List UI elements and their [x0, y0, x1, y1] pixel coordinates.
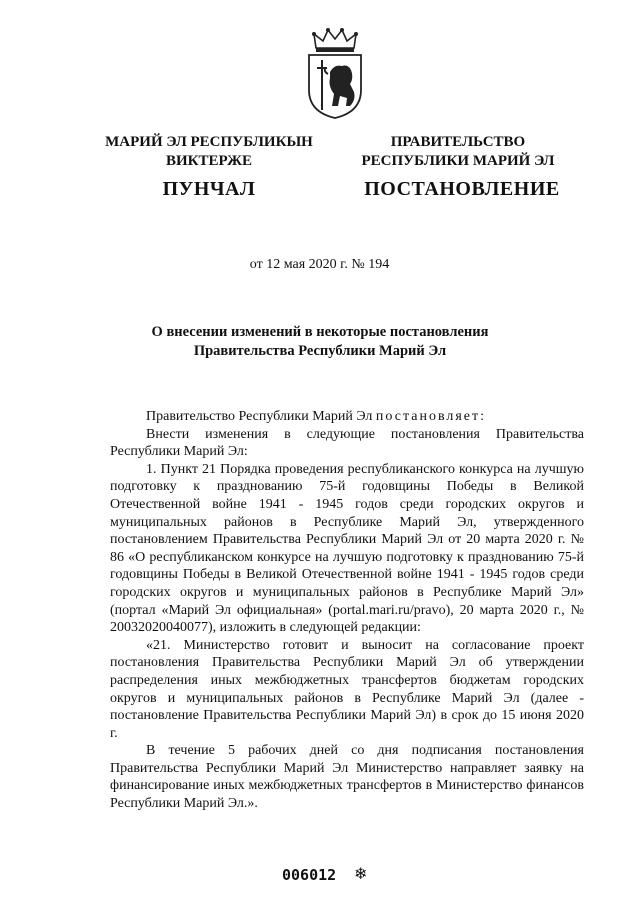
document-body — [110, 408, 584, 813]
paragraph-amend: Внести изменения в следующие постановления Правительства Республики Марий Эл: — [110, 426, 584, 460]
header-left-line2: ВИКТЕРЖЕ — [165, 153, 253, 169]
serial-number: 006012 — [282, 866, 337, 884]
date-number-sign: № — [351, 257, 365, 272]
date-prefix: от — [249, 257, 263, 272]
header-right-line1: ПРАВИТЕЛЬСТВО — [390, 134, 526, 150]
header-left-line1: МАРИЙ ЭЛ РЕСПУБЛИКЫН — [105, 134, 313, 150]
date-day: 12 — [266, 257, 281, 272]
header-right-org — [344, 133, 572, 171]
paragraph-within-5-days: В течение 5 рабочих дней со дня подписания постановления Правительства Республики Марий Эл Министерство направляет заявку на финансирование иных межбюджетных трансфертов в Министерство финансов Республики Марий Эл.». — [110, 743, 584, 812]
snowflake-mark-icon: ❄ — [354, 866, 368, 883]
paragraph-item-21: «21. Министерство готовит и выносит на согласование проект постановления Правительства Республики Марий Эл об утверждении распределения иных межбюджетных трансфертов бюджетам городских округов и муниципальных районов в Республике Марий Эл (далее - постановление Правительства Республики Марий Эл) в срок до 15 июня 2020 г. — [110, 637, 584, 741]
doc-type-left: ПУНЧАЛ — [162, 178, 256, 200]
title-line2: Правительства Республики Марий Эл — [193, 343, 447, 359]
paragraph-resolves — [110, 408, 584, 426]
doc-type-right: ПОСТАНОВЛЕНИЕ — [364, 178, 560, 200]
title-line1: О внесении изменений в некоторые постановления — [151, 324, 489, 340]
date-line — [0, 257, 639, 273]
resolves-spaced: постановляет — [375, 409, 481, 424]
resolves-end: : — [480, 409, 485, 424]
paragraph-item-1: 1. Пункт 21 Порядка проведения республиканского конкурса на лучшую подготовку к празднованию 75-й годовщины Победы в Великой Отечественной войне 1941 - 1945 годов среди городских округов и муниципальных районов в Республике Марий Эл, утвержденного постановлением Правительства Республики Марий Эл от 20 марта 2020 г. № 86 «О республиканском конкурсе на лучшую подготовку к празднованию 75-й годовщины Победы в Великой Отечественной войне 1941 - 1945 годов среди городских округов и муниципальных районов в Республике Марий Эл» (портал «Марий Эл официальная» (portal.mari.ru/pravo), 20 марта 2020 г., № 20032020040077), изложить в следующей редакции: — [110, 461, 584, 636]
header-right-line2: РЕСПУБЛИКИ МАРИЙ ЭЛ — [361, 153, 555, 169]
date-month-year: мая 2020 г. — [283, 257, 348, 272]
header-left-org — [84, 133, 334, 171]
document-title — [96, 323, 544, 361]
resolves-start: Правительство Республики Марий Эл — [146, 409, 376, 424]
coat-of-arms-bear-icon — [304, 28, 366, 120]
date-number: 194 — [368, 257, 390, 272]
